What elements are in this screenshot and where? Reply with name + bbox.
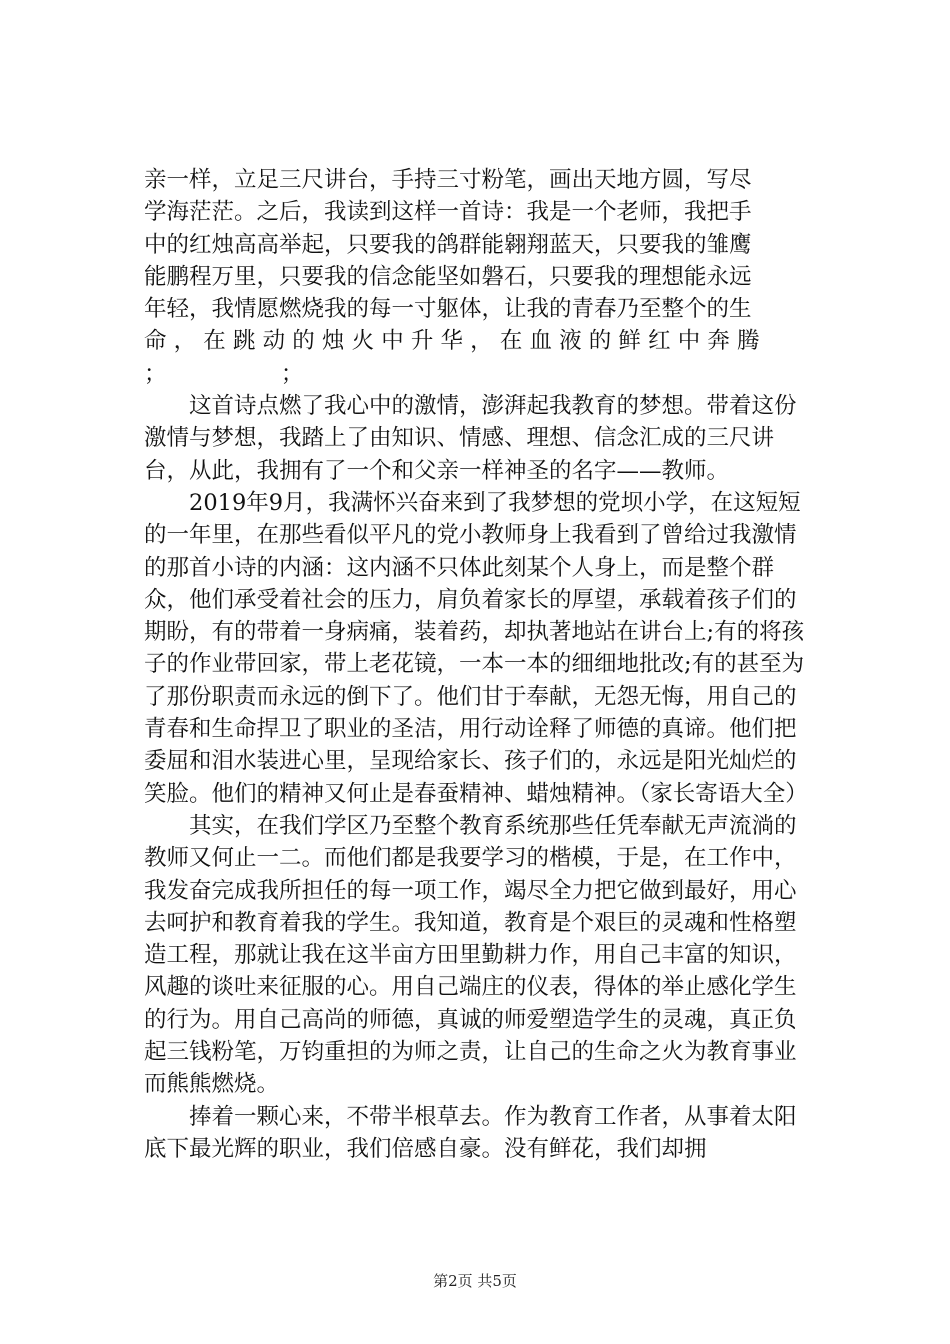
paragraph-line: 能鹏程万里，只要我的信念能坚如磐石，只要我的理想能永远 bbox=[144, 263, 752, 290]
paragraph-line: 命 ， 在 跳 动 的 烛 火 中 升 华 ， 在 血 液 的 鲜 红 中 奔 腾 bbox=[144, 328, 760, 355]
paragraph-line: 学海茫茫。之后，我读到这样一首诗：我是一个老师，我把手 bbox=[144, 199, 752, 226]
paragraph-5: 捧着一颗心来，不带半根草去。作为教育工作者，从事着太阳底下最光辉的职业，我们倍感自豪。没有鲜花，我们却拥 bbox=[144, 1103, 797, 1162]
paragraph-1 bbox=[144, 164, 816, 390]
paragraph-line: 年轻，我情愿燃烧我的每一寸躯体，让我的青春乃至整个的生 bbox=[144, 296, 752, 323]
paragraph-4: 其实，在我们学区乃至整个教育系统那些任凭奉献无声流淌的教师又何止一二。而他们都是我要学习的楷模，于是，在工作中，我发奋完成我所担任的每一项工作，竭尽全力把它做到最好，用心去呵护和教育着我的学生。我知道，教育是个艰巨的灵魂和性格塑造工程，那就让我在这半亩方田里勤耕力作，用自己丰富的知识，风趣的谈吐来征服的心。用自己端庄的仪表，得体的举止感化学生的行为。用自己高尚的师德，真诚的师爱塑造学生的灵魂，真正负起三钱粉笔，万钧重担的为师之责，让自己的生命之火为教育事业而熊熊燃烧。 bbox=[144, 812, 797, 1098]
page-number-footer: 第2页 共5页 bbox=[433, 1272, 517, 1290]
paragraph-line: ； ； bbox=[144, 360, 304, 387]
body-text bbox=[144, 164, 816, 1165]
paragraph-2: 这首诗点燃了我心中的激情，澎湃起我教育的梦想。带着这份激情与梦想，我踏上了由知识、情感、理想、信念汇成的三尺讲台，从此，我拥有了一个和父亲一样神圣的名字——教师。 bbox=[144, 393, 797, 484]
paragraph-line: 中的红烛高高举起，只要我的鸽群能翱翔蓝天，只要我的雏鹰 bbox=[144, 231, 752, 258]
paragraph-line: 亲一样，立足三尺讲台，手持三寸粉笔，画出天地方圆，写尽 bbox=[144, 167, 752, 193]
paragraph-3: 2019年9月，我满怀兴奋来到了我梦想的党坝小学，在这短短的一年里，在那些看似平凡的党小教师身上我看到了曾给过我激情的那首小诗的内涵：这内涵不只体此刻某个人身上，而是整个群众，他们承受着社会的压力，肩负着家长的厚望，承载着孩子们的期盼，有的带着一身病痛，装着药，却执著地站在讲台上;有的将孩子的作业带回家，带上老花镜，一本一本的细细地批改;有的甚至为了那份职责而永远的倒下了。他们甘于奉献，无怨无悔，用自己的青春和生命捍卫了职业的圣洁，用行动诠释了师德的真谛。他们把委屈和泪水装进心里，呈现给家长、孩子们的，永远是阳光灿烂的笑脸。他们的精神又何止是春蚕精神、蜡烛精神。（家长寄语大全） bbox=[144, 489, 808, 807]
